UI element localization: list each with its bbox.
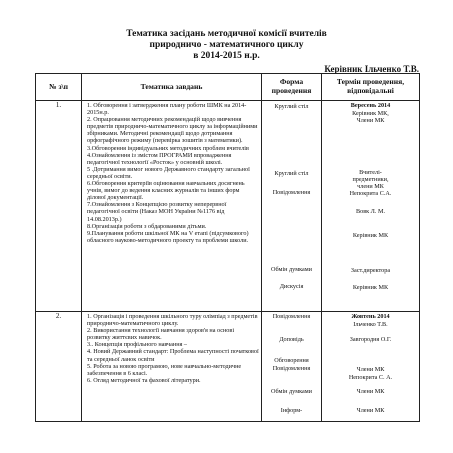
header-term: Термін проведення, відповідальні	[322, 74, 420, 101]
resp-item: Заст.директора	[350, 267, 391, 274]
resp-item: Керівник МК	[352, 284, 389, 291]
topic-item: 8.Організація роботи з обдарованими дітьми.	[87, 222, 207, 230]
row-number: 2.	[36, 312, 82, 422]
document-title-line-2: природничо - математичного циклу	[149, 40, 304, 50]
resp-item: Керівник МК	[352, 232, 389, 239]
topic-item: 6. Огляд методичної та фахової літератури.	[87, 376, 201, 384]
form-item: Обговорення	[274, 357, 309, 364]
row-forms	[262, 101, 322, 312]
resp-item: Непокрита С.А.	[349, 190, 392, 197]
resp-item: Непокрита С. А.	[348, 374, 393, 381]
row-number: 1.	[36, 101, 82, 312]
resp-item: Завгородня О.Г.	[349, 336, 392, 343]
resp-item: Вересень 2014	[350, 102, 391, 109]
topic-item: 5 .Дотримання вимог нового Державного стандарту загальної середньої освіти.	[87, 165, 250, 180]
schedule-table	[35, 73, 420, 422]
row-topics	[82, 312, 262, 422]
topic-item: 9.Планування роботи шкільної МК на V етапі (підсумкового) обласного науково-методичного проекту та проблеми школи.	[87, 229, 249, 244]
row-responsible	[322, 101, 420, 312]
resp-item: Члени МК	[356, 388, 385, 395]
form-item: Обмін думками	[270, 388, 312, 395]
resp-item: члени МК	[357, 183, 384, 190]
resp-item: Вовк Л. М.	[355, 208, 386, 215]
resp-item: Ільченко Т.В.	[353, 321, 388, 328]
row-topics	[82, 101, 262, 312]
resp-item: Вчителі-	[359, 169, 382, 176]
topic-item: 1. Обговорення і затвердження плану роботи ШМК на 2014-2015н.р.	[87, 102, 247, 117]
row-responsible	[322, 312, 420, 422]
resp-item: предметники,	[352, 176, 389, 183]
resp-item: Жовтень 2014	[351, 313, 390, 320]
resp-item: Члени МК	[356, 407, 385, 414]
topic-item: 1. Організація і проведення шкільного туру олімпіад з предметів природничо-математичного циклу.	[87, 313, 258, 328]
row-forms	[262, 312, 322, 422]
form-item: Повідомлення	[272, 189, 311, 196]
table-row	[36, 101, 420, 312]
topic-item: 4.Ознайомлення із змістом ПРОГРАМИ впровадження педагогічної технології «Росток» у основній школі.	[87, 151, 232, 166]
topic-item: 6.Обговорення критеріїв оцінювання навчальних досягнень учнів, вимог до ведення класних журналів та інших форм ділової документації.	[87, 180, 245, 202]
header-form: Форма проведення	[262, 74, 322, 101]
form-item: Повідомлення	[272, 313, 311, 320]
document-title-line-1: Тематика засідань методичної комісії вчителів	[126, 29, 327, 39]
table-row	[36, 312, 420, 422]
form-item: Інформ-	[280, 407, 303, 414]
topic-item: 3.Обговорення індивідуальних методичних проблем вчителів	[87, 144, 249, 152]
form-item: Круглий стіл	[274, 103, 309, 110]
commission-head: Керівник Ільченко Т.В.	[324, 64, 419, 74]
form-item: Доповідь	[279, 336, 304, 343]
resp-item: Члени МК	[356, 366, 385, 373]
topic-item: 3.. Концепція профільного навчання –	[87, 341, 188, 349]
header-topics: Тематика завдань	[82, 74, 262, 101]
topic-item: 4. Новий Державний стандарт: Проблема наступності початкової та середньої ланок освіти	[87, 348, 259, 363]
topic-item: 7.Ознайомлення з Концепцією розвитку неперервної педагогічної освіти (Наказ МОН України №1176 від 14.08.2013р.)	[87, 201, 227, 223]
form-item: Дискусія	[279, 283, 304, 290]
form-item: Обмін думками	[270, 266, 312, 273]
document-title-line-3: в 2014-2015 н.р.	[193, 51, 260, 61]
form-item: Круглий стіл	[274, 170, 309, 177]
topic-item: 5. Робота за новою програмою, нове навчально-методичне забезпечення в 6 класі.	[87, 362, 242, 377]
table-header-row	[36, 74, 420, 101]
resp-item: Члени МК	[356, 117, 385, 124]
resp-item: Керівник МК,	[352, 110, 389, 117]
header-number: № з\п	[36, 74, 82, 101]
topic-item: 2. Опрацювання методичних рекомендацій щодо вивчення предметів природничо-математичного циклу за інформаційними збірниками. Методичні рекомендації щодо дотримання орфографічного режиму (перевірка зошитів з математики).	[87, 116, 258, 145]
topic-item: 2. Використання технології навчання здоров'я на основі розвитку життєвих навичок.	[87, 327, 235, 342]
form-item: Повідомлення	[272, 365, 311, 372]
